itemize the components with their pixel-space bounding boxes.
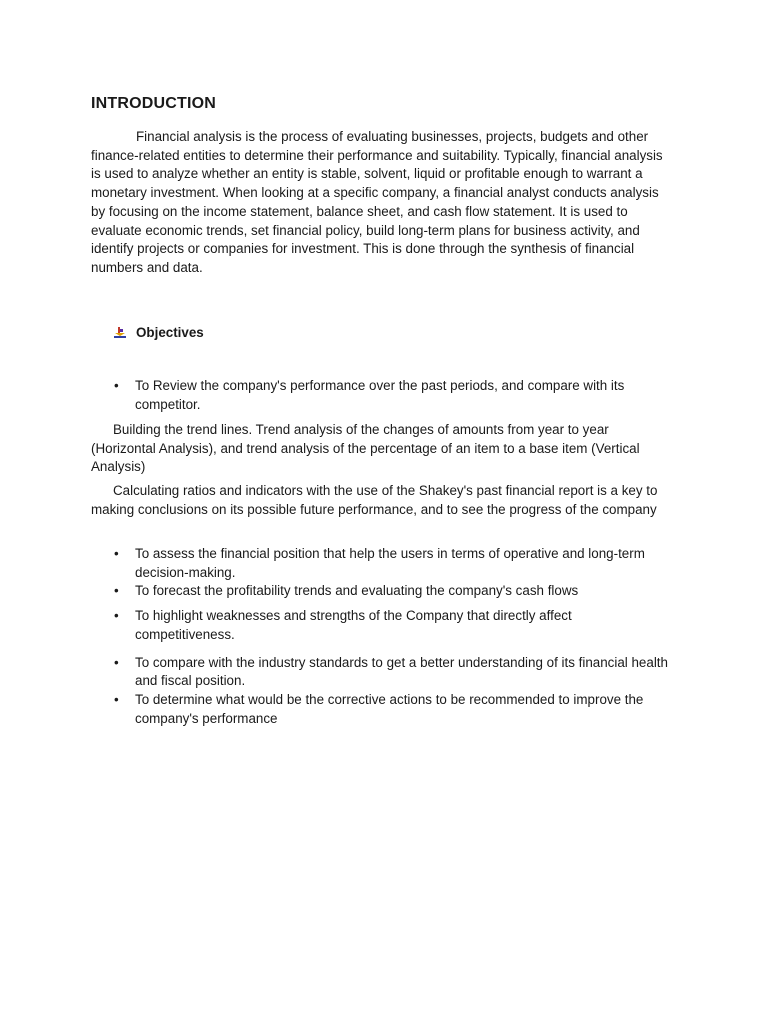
list-item: [91, 654, 674, 691]
objectives-heading: [113, 325, 204, 340]
list-item-text: To determine what would be the corrective actions to be recommended to improve the company's performance: [135, 691, 644, 726]
bullet-dot: •: [114, 378, 119, 393]
bullet-dot: •: [114, 691, 119, 707]
ratios-paragraph: Calculating ratios and indicators with the use of the Shakey's past financial report is a key to making conclusions on its possible future performance, and to see the progress of the company: [91, 483, 658, 517]
list-item: [91, 377, 674, 414]
trend-paragraph: Building the trend lines. Trend analysis of the changes of amounts from year to year (Horizontal Analysis), and trend analysis of the percentage of an item to a base item (Vertical Analysis): [91, 422, 640, 475]
list-item-text: To assess the financial position that help the users in terms of operative and long-term decision-making.: [135, 546, 645, 580]
list-item-text: To compare with the industry standards to get a better understanding of its financial health and fiscal position.: [135, 654, 668, 689]
list-item: [91, 691, 674, 728]
list-item: [91, 582, 674, 601]
second-bullet-list: [91, 545, 674, 728]
page-title: INTRODUCTION: [91, 95, 217, 112]
objectives-title: Objectives: [136, 325, 204, 340]
colored-bullet-icon: [113, 326, 127, 340]
bullet-dot: •: [114, 654, 119, 670]
list-item-text: To forecast the profitability trends and evaluating the company's cash flows: [135, 583, 579, 599]
bullet-dot: •: [114, 608, 119, 624]
list-item-text: To Review the company's performance over the past periods, and compare with its competitor.: [135, 378, 625, 412]
first-bullet-list: [91, 377, 674, 414]
list-item-text: To highlight weaknesses and strengths of the Company that directly affect competitiveness.: [135, 608, 572, 642]
list-item: [91, 607, 674, 644]
list-item: [91, 545, 674, 582]
intro-paragraph: Financial analysis is the process of evaluating businesses, projects, budgets and other finance-related entities to determine their performance and suitability. Typically, financial analysis is used to analyze whether an entity is stable, solvent, liquid or profitable enough to warrant a monetary investment. When looking at a specific company, a financial analyst conducts analysis by focusing on the income statement, balance sheet, and cash flow statement. It is used to evaluate economic trends, set financial policy, build long-term plans for business activity, and identify projects or companies for investment. This is done through the synthesis of financial numbers and data.: [91, 129, 663, 275]
bullet-dot: •: [114, 546, 119, 561]
bullet-dot: •: [114, 583, 119, 599]
